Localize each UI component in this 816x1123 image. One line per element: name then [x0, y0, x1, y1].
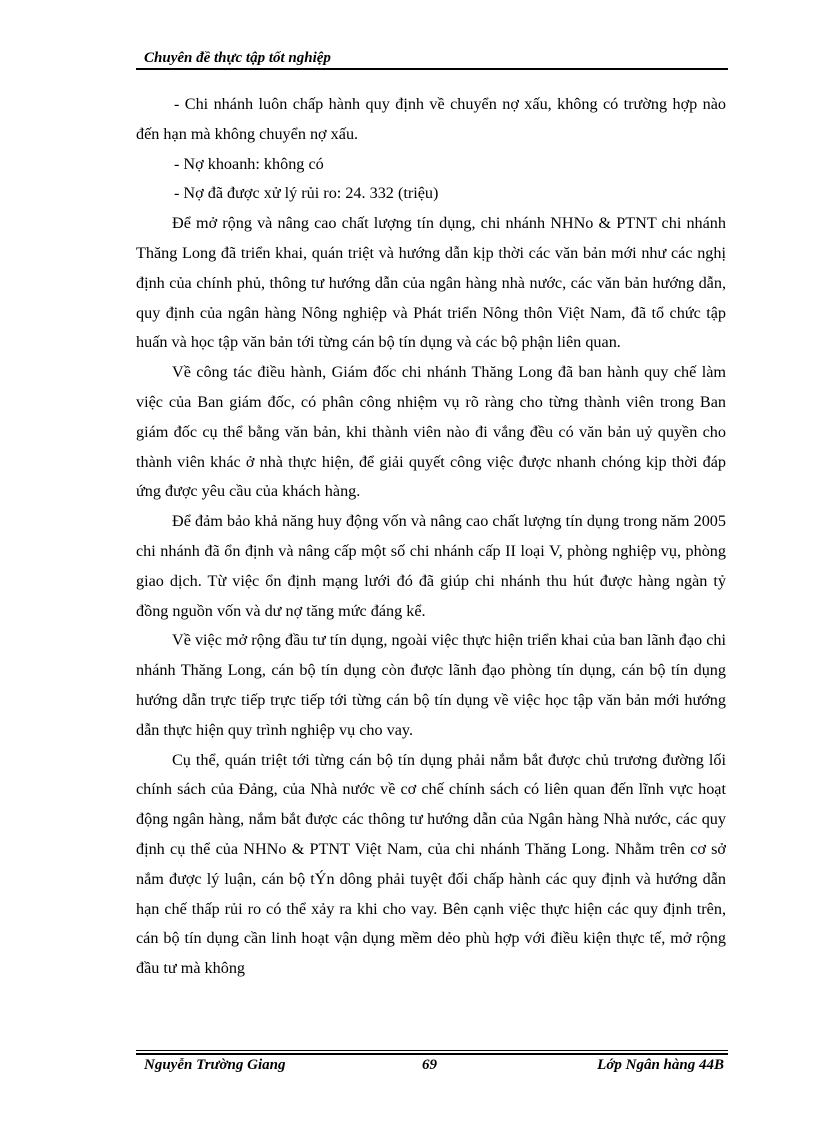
footer-page-number: 69 [422, 1057, 437, 1073]
header-rule [136, 68, 728, 70]
bullet-item: - Nợ đã được xử lý rủi ro: 24. 332 (triệu) [174, 184, 439, 203]
paragraph: Để đảm bảo khả năng huy động vốn và nâng cao chất lượng tín dụng trong năm 2005 chi nhánh đã ổn định và nâng cấp một số chi nhánh cấp II loại V, phòng nghiệp vụ, phòng giao dịch. Từ việc ổn định mạng lưới đó đã giúp chi nhánh thu hút được hàng ngàn tỷ đồng nguồn vốn và dư nợ tăng mức đáng kể. [136, 512, 726, 620]
footer-author: Nguyễn Trường Giang [144, 1057, 286, 1073]
paragraph: Về việc mở rộng đầu tư tín dụng, ngoài việc thực hiện triển khai của ban lãnh đạo chi nhánh Thăng Long, cán bộ tín dụng còn được lãnh đạo phòng tín dụng, cán bộ tín dụng hướng dẫn trực tiếp trực tiếp tới từng cán bộ tín dụng về việc học tập văn bản mới hướng dẫn thực hiện quy trình nghiệp vụ cho vay. [136, 631, 726, 739]
header-title: Chuyên đề thực tập tốt nghiệp [144, 50, 331, 66]
footer-rule-bottom [136, 1053, 728, 1055]
paragraph: Để mở rộng và nâng cao chất lượng tín dụng, chi nhánh NHNo & PTNT chi nhánh Thăng Long đã triển khai, quán triệt và hướng dẫn kịp thời các văn bản mới như các nghị định của chính phủ, thông tư hướng dẫn của ngân hàng nhà nước, các văn bản hướng dẫn, quy định của ngân hàng Nông nghiệp và Phát triển Nông thôn Việt Nam, đã tổ chức tập huấn và học tập văn bản tới từng cán bộ tín dụng và các bộ phận liên quan. [136, 214, 726, 352]
page-header [136, 48, 728, 68]
paragraph: Về công tác điều hành, Giám đốc chi nhánh Thăng Long đã ban hành quy chế làm việc của Ban giám đốc, có phân công nhiệm vụ rõ ràng cho từng thành viên trong Ban giám đốc cụ thể bằng văn bản, khi thành viên nào đi vắng đều có văn bản uỷ quyền cho thành viên khác ở nhà thực hiện, để giải quyết công việc được nhanh chóng kịp thời đáp ứng được yêu cầu của khách hàng. [136, 363, 726, 501]
document-body [136, 90, 726, 984]
bullet-item: - Nợ khoanh: không có [174, 154, 324, 173]
footer-class: Lớp Ngân hàng 44B [597, 1057, 724, 1073]
paragraph: Cụ thể, quán triệt tới từng cán bộ tín dụng phải nắm bắt được chủ trương đường lối chính sách của Đảng, của Nhà nước về cơ chế chính sách có liên quan đến lĩnh vực hoạt động ngân hàng, nắm bắt được các thông tư hướng dẫn của Ngân hàng Nhà nước, các quy định cụ thể của NHNo & PTNT Việt Nam, của chi nhánh Thăng Long. Nhằm trên cơ sở nắm được lý luận, cán bộ tÝn dông phải tuyệt đối chấp hành các quy định và hướng dẫn hạn chế thấp rủi ro có thể xảy ra khi cho vay. Bên cạnh việc thực hiện các quy định trên, cán bộ tín dụng cần linh hoạt vận dụng mềm dẻo phù hợp với điều kiện thực tế, mở rộng đầu tư mà không [136, 750, 726, 978]
bullet-item: - Chi nhánh luôn chấp hành quy định về chuyển nợ xấu, không có trường hợp nào đến hạn mà không chuyển nợ xấu. [136, 95, 726, 143]
footer-rule-top [136, 1050, 728, 1051]
page-footer [136, 1057, 728, 1079]
